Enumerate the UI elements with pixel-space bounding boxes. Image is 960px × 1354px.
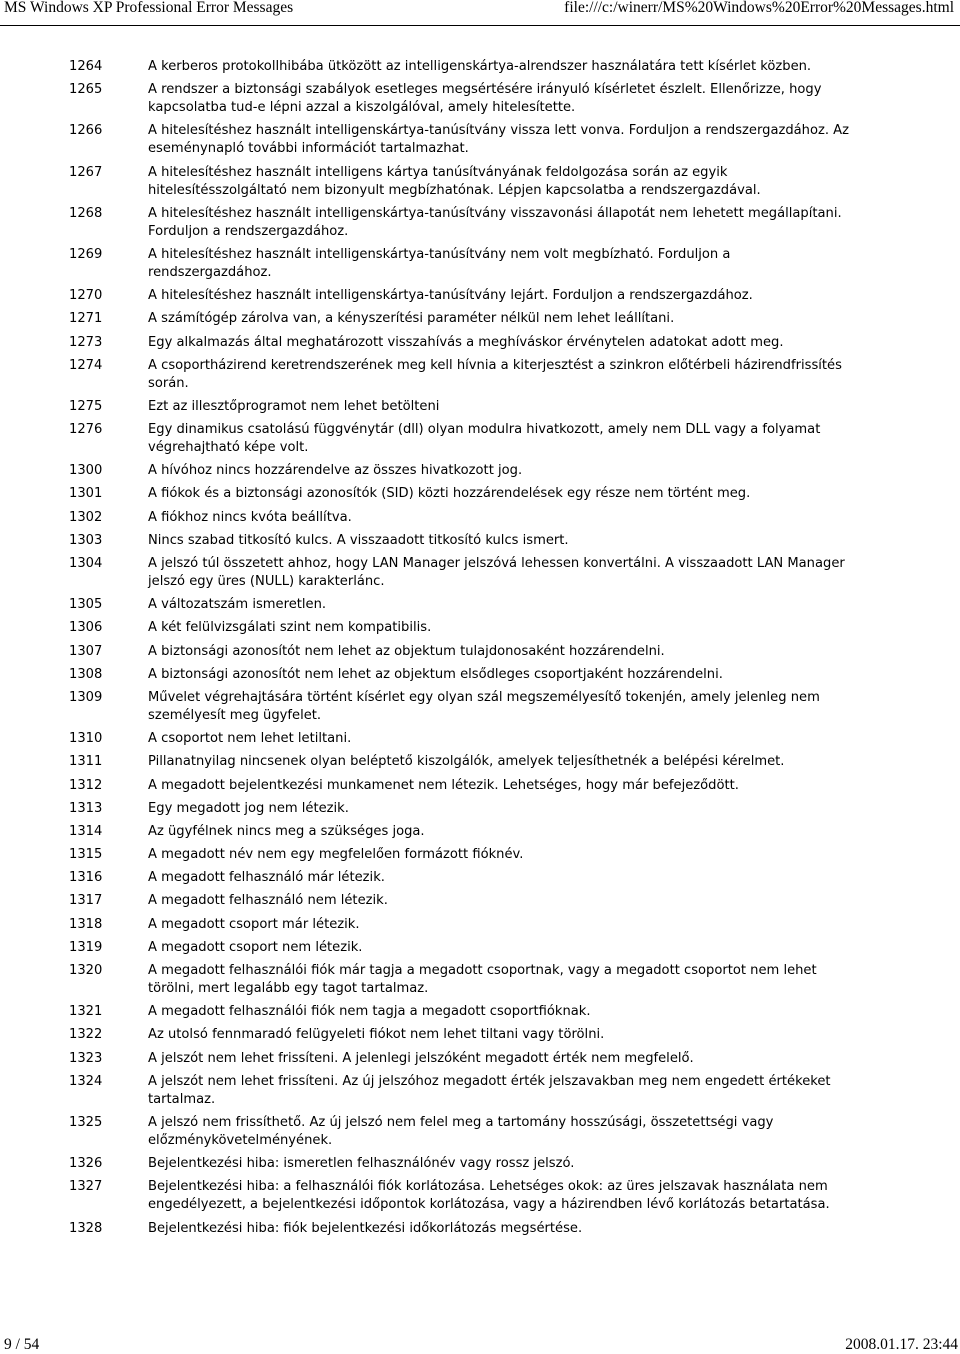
table-row (69, 334, 849, 357)
error-description: A biztonsági azonosítót nem lehet az objektum tulajdonosaként hozzárendelni. (148, 643, 665, 659)
table-row (69, 310, 849, 333)
error-code: 1327 (69, 1179, 103, 1195)
error-description: A hitelesítéshez használt intelligenskártya-tanúsítvány visszavonási állapotát nem lehetett megállapítani. Forduljon a rendszergazdához. (148, 205, 842, 239)
error-code: 1267 (69, 164, 103, 180)
error-description: A megadott csoport nem létezik. (148, 939, 363, 955)
error-code: 1307 (69, 643, 103, 659)
error-description: A megadott felhasználó nem létezik. (148, 893, 388, 909)
header-divider (0, 25, 960, 26)
table-row (69, 532, 849, 555)
error-description: A hitelesítéshez használt intelligenskártya-tanúsítvány vissza lett vonva. Forduljon a rendszergazdához. Az eseménynapló további információt tartalmazhat. (148, 123, 850, 157)
error-description: Nincs szabad titkosító kulcs. A visszaadott titkosító kulcs ismert. (148, 532, 569, 548)
error-code: 1305 (69, 597, 103, 613)
error-description: A megadott bejelentkezési munkamenet nem létezik. Lehetséges, hogy már befejeződött. (148, 777, 739, 793)
error-code: 1274 (69, 357, 103, 373)
table-row (69, 58, 849, 81)
table-row (69, 398, 849, 421)
table-row (69, 643, 849, 666)
table-row (69, 1178, 849, 1219)
error-code: 1314 (69, 823, 103, 839)
error-code: 1312 (69, 777, 103, 793)
error-description: Művelet végrehajtására történt kísérlet egy olyan szál megszemélyesítő tokenjén, amely jelenleg nem személyesít meg ügyfelet. (148, 689, 820, 723)
table-row (69, 81, 849, 122)
table-row (69, 1220, 849, 1243)
error-code: 1317 (69, 893, 103, 909)
error-description: A megadott felhasználói fiók már tagja a megadott csoportnak, vagy a megadott csoportot nem lehet törölni, mert legalább egy tagot tartalmaz. (148, 963, 817, 996)
error-code: 1266 (69, 123, 103, 139)
error-description: Egy megadott jog nem létezik. (148, 800, 349, 816)
error-message-list (69, 58, 849, 1243)
table-row (69, 730, 849, 753)
error-code: 1323 (69, 1050, 103, 1066)
error-description: Az utolsó fennmaradó felügyeleti fiókot nem lehet tiltani vagy törölni. (148, 1027, 605, 1043)
error-code: 1303 (69, 532, 103, 548)
error-description: Az ügyfélnek nincs meg a szükséges joga. (148, 823, 425, 839)
table-row (69, 357, 849, 398)
error-description: A változatszám ismeretlen. (148, 597, 327, 613)
print-datetime: 2008.01.17. 23:44 (845, 1336, 958, 1353)
table-row (69, 1155, 849, 1178)
table-row (69, 869, 849, 892)
error-description: A megadott felhasználói fiók nem tagja a megadott csoportfióknak. (148, 1004, 591, 1020)
error-code: 1311 (69, 754, 103, 770)
table-row (69, 1050, 849, 1073)
error-code: 1322 (69, 1027, 103, 1043)
table-row (69, 122, 849, 163)
error-code: 1318 (69, 916, 103, 932)
error-description: A csoportot nem lehet letiltani. (148, 731, 352, 747)
table-row (69, 246, 849, 287)
error-message-table (69, 58, 849, 1243)
error-code: 1325 (69, 1114, 103, 1130)
table-row (69, 916, 849, 939)
table-row (69, 619, 849, 642)
table-row (69, 421, 849, 462)
error-description: A hitelesítéshez használt intelligenskártya-tanúsítvány lejárt. Forduljon a rendszergazdához. (148, 288, 753, 304)
error-description: Egy dinamikus csatolású függvénytár (dll) olyan modulra hivatkozott, amely nem DLL vagy a folyamat végrehajtható képe volt. (148, 422, 821, 456)
error-description: A biztonsági azonosítót nem lehet az objektum elsődleges csoportjaként hozzárendelni. (148, 666, 723, 682)
error-description: Egy alkalmazás által meghatározott visszahívás a meghíváskor érvénytelen adatokat adott meg. (148, 334, 784, 350)
table-row (69, 689, 849, 730)
error-code: 1304 (69, 556, 103, 571)
table-row (69, 205, 849, 246)
error-description: Bejelentkezési hiba: fiók bejelentkezési időkorlátozás megsértése. (148, 1220, 583, 1236)
error-description: Pillanatnyilag nincsenek olyan beléptető kiszolgálók, amelyek teljesíthetnék a belépési kérelmet. (148, 754, 785, 770)
error-description: Ezt az illesztőprogramot nem lehet betölteni (148, 398, 440, 414)
table-row (69, 753, 849, 776)
table-row (69, 462, 849, 485)
error-description: A jelszó túl összetett ahhoz, hogy LAN Manager jelszóvá lehessen konvertálni. A visszaadott LAN Manager jelszó egy üres (NULL) karakterlánc. (148, 556, 845, 589)
error-code: 1276 (69, 422, 103, 438)
error-code: 1273 (69, 334, 103, 350)
table-row (69, 962, 849, 1003)
error-code: 1300 (69, 463, 103, 479)
table-row (69, 823, 849, 846)
error-code: 1319 (69, 939, 103, 955)
error-code: 1271 (69, 311, 103, 327)
error-description: A hívóhoz nincs hozzárendelve az összes hivatkozott jog. (148, 463, 523, 479)
table-row (69, 555, 849, 596)
error-code: 1275 (69, 398, 103, 414)
table-row (69, 800, 849, 823)
error-code: 1265 (69, 82, 103, 98)
table-row (69, 164, 849, 205)
error-code: 1302 (69, 509, 103, 525)
error-description: A jelszót nem lehet frissíteni. Az új jelszóhoz megadott érték jelszavakban meg nem engedett értékeket tartalmaz. (148, 1073, 831, 1107)
error-code: 1309 (69, 689, 103, 705)
error-code: 1324 (69, 1073, 103, 1089)
page-header (0, 0, 960, 26)
error-code: 1316 (69, 870, 103, 886)
table-row (69, 287, 849, 310)
page-footer (0, 1337, 960, 1354)
error-code: 1315 (69, 847, 103, 863)
document-title: MS Windows XP Professional Error Messages (4, 0, 294, 16)
table-row (69, 485, 849, 508)
error-description: A hitelesítéshez használt intelligens kártya tanúsítványának feldolgozása során az egyik hitelesítésszolgáltató nem bizonyult megbízhatónak. Lépjen kapcsolatba a rendszergazdával. (148, 164, 761, 198)
error-description: A megadott csoport már létezik. (148, 916, 360, 932)
error-code: 1264 (69, 59, 103, 74)
error-description: Bejelentkezési hiba: a felhasználói fiók korlátozása. Lehetséges okok: az üres jelszavak használata nem engedélyezett, a bejelentkezési időpontok korlátozása, vagy a házirendben lévő korlátozás betartatása. (148, 1179, 830, 1213)
table-row (69, 777, 849, 800)
error-code: 1269 (69, 246, 103, 262)
table-row (69, 846, 849, 869)
error-description: A megadott felhasználó már létezik. (148, 870, 385, 886)
error-description: A jelszót nem lehet frissíteni. A jelenlegi jelszóként megadott érték nem megfelelő. (148, 1050, 694, 1066)
table-row (69, 509, 849, 532)
document-url: file:///c:/winerr/MS%20Windows%20Error%20Messages.html (564, 0, 954, 16)
error-description: Bejelentkezési hiba: ismeretlen felhasználónév vagy rossz jelszó. (148, 1156, 575, 1172)
error-description: A csoportházirend keretrendszerének meg kell hívnia a kiterjesztést a szinkron előtérbeli házirendfrissítés során. (148, 357, 842, 391)
table-row (69, 1026, 849, 1049)
error-code: 1310 (69, 731, 103, 747)
error-description: A fiókhoz nincs kvóta beállítva. (148, 509, 352, 525)
error-code: 1328 (69, 1220, 103, 1236)
error-code: 1326 (69, 1156, 103, 1172)
error-code: 1308 (69, 666, 103, 682)
error-code: 1268 (69, 205, 103, 221)
table-row (69, 939, 849, 962)
error-description: A hitelesítéshez használt intelligenskártya-tanúsítvány nem volt megbízható. Forduljon a rendszergazdához. (148, 246, 731, 280)
error-code: 1270 (69, 288, 103, 304)
page-number: 9 / 54 (4, 1336, 40, 1353)
error-description: A megadott név nem egy megfelelően formázott fióknév. (148, 847, 524, 863)
error-description: A fiókok és a biztonsági azonosítók (SID) közti hozzárendelések egy része nem történt meg. (148, 486, 751, 502)
table-row (69, 1114, 849, 1155)
error-description: A rendszer a biztonsági szabályok esetleges megsértésére irányuló kísérletet észlelt. Ellenőrizze, hogy kapcsolatba tud-e lépni azzal a kiszolgálóval, amely hitelesítette. (148, 82, 822, 116)
table-row (69, 596, 849, 619)
table-row (69, 1073, 849, 1114)
error-description: A jelszó nem frissíthető. Az új jelszó nem felel meg a tartomány hosszúsági, összetettségi vagy előzménykövetelményének. (148, 1114, 774, 1148)
error-description: A számítógép zárolva van, a kényszerítési paraméter nélkül nem lehet leállítani. (148, 311, 675, 327)
error-code: 1301 (69, 486, 103, 502)
table-row (69, 666, 849, 689)
error-description: A kerberos protokollhibába ütközött az intelligenskártya-alrendszer használatára tett kísérlet közben. (148, 59, 812, 74)
table-row (69, 892, 849, 915)
error-code: 1320 (69, 963, 103, 978)
error-code: 1306 (69, 620, 103, 636)
error-description: A két felülvizsgálati szint nem kompatibilis. (148, 620, 432, 636)
error-code: 1313 (69, 800, 103, 816)
table-row (69, 1003, 849, 1026)
error-code: 1321 (69, 1004, 103, 1020)
